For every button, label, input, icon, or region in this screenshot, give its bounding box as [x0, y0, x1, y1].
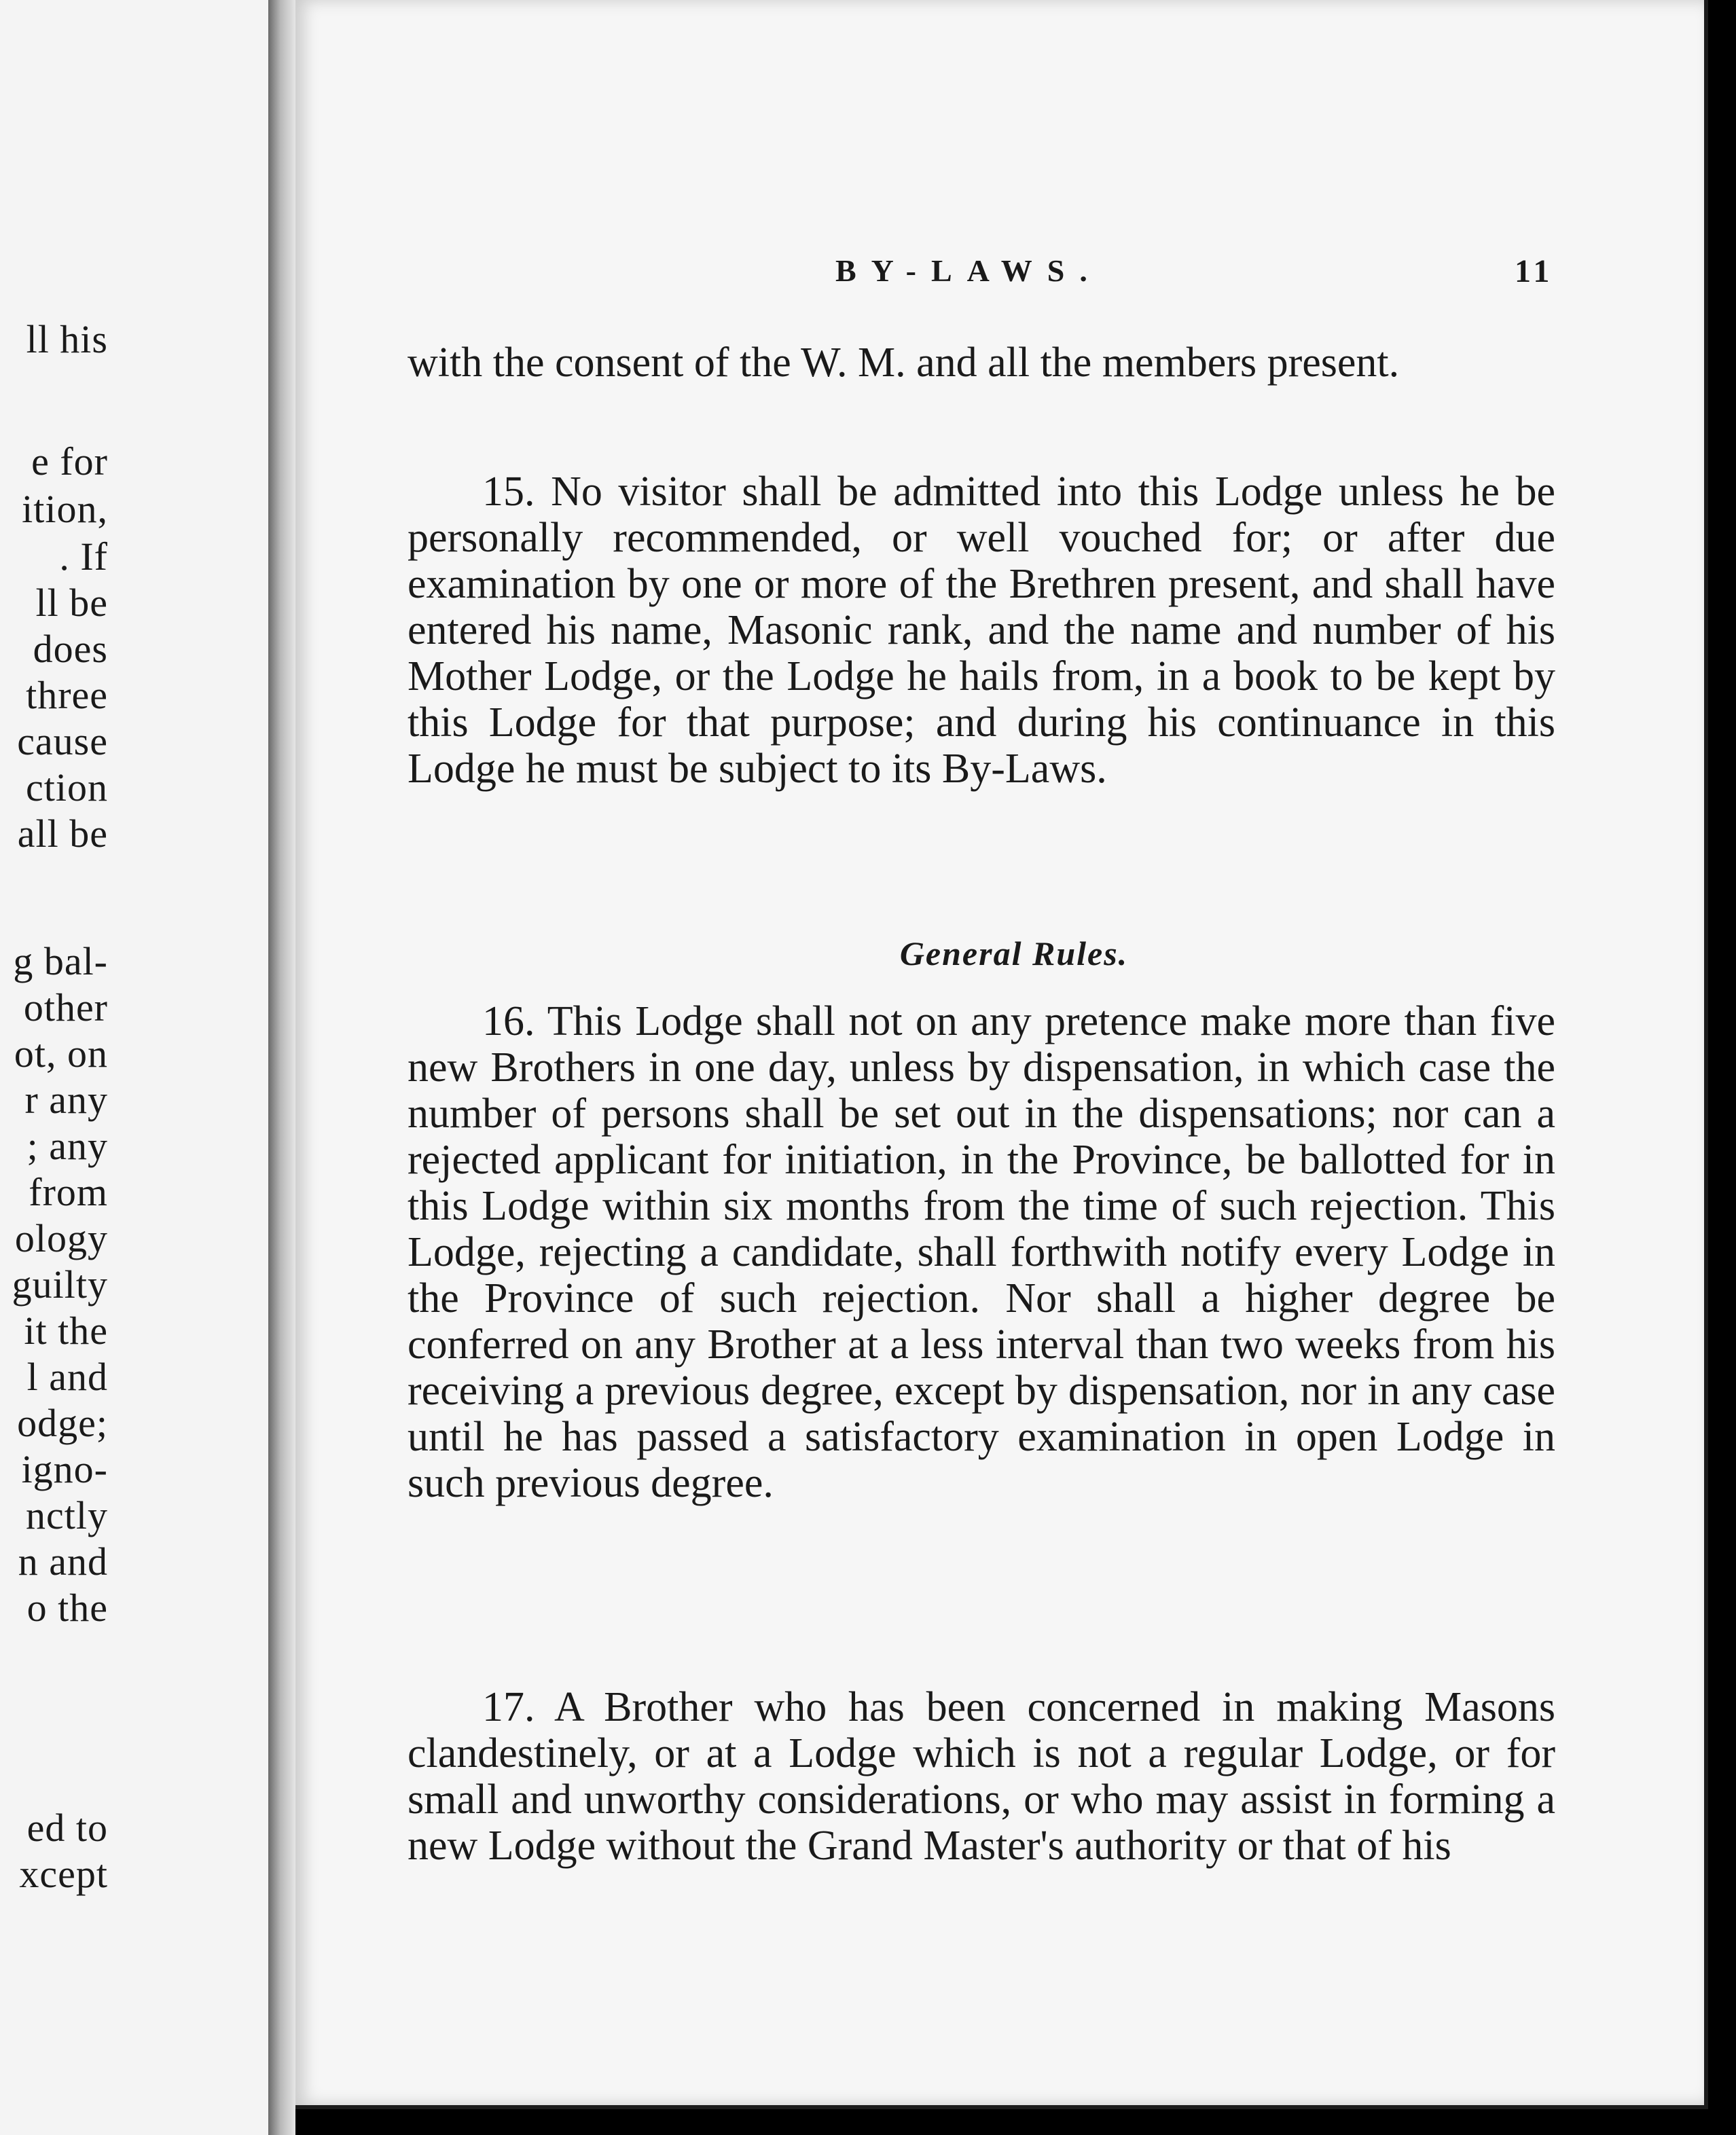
left-line: n and [18, 1539, 108, 1584]
running-head: BY-LAWS. [835, 253, 1102, 288]
continuation-paragraph [408, 340, 1555, 386]
left-line: xcept [19, 1852, 108, 1896]
section-15-text: 15. No visitor shall be admitted into this Lodge unless he be personally recommended, or well vouched for; or after due examination by one or more of the Brethren present, and shall have entered his name, Masonic rank, and the name and number of his Mother Lodge, or the Lodge he hails from, in a book to be kept by this Lodge for that purpose; and during his continuance in this Lodge he must be subject to its By-Laws. [408, 469, 1555, 792]
left-line: igno- [21, 1447, 108, 1491]
left-line: ll his [26, 317, 108, 361]
left-line: ot, on [14, 1032, 108, 1076]
left-line: . If [59, 534, 108, 579]
left-line: guilty [12, 1262, 108, 1307]
left-line: ; any [26, 1124, 108, 1168]
left-line: three [26, 673, 108, 717]
left-line: ed to [26, 1806, 108, 1850]
section-15 [408, 469, 1555, 792]
left-line: it the [24, 1309, 108, 1353]
left-line: r any [24, 1078, 108, 1122]
page-number: 11 [1515, 253, 1554, 289]
left-line: odge; [17, 1401, 108, 1445]
facing-page-left [0, 0, 270, 2135]
left-line: other [23, 985, 108, 1029]
left-line: e for [31, 439, 108, 483]
left-line: l and [26, 1355, 108, 1399]
section-heading: General Rules. [899, 934, 1129, 972]
continuation-text: with the consent of the W. M. and all the members present. [408, 340, 1400, 386]
left-line: all be [17, 811, 108, 856]
section-17 [408, 1684, 1555, 1869]
left-line: ll be [35, 581, 108, 625]
left-line: ction [26, 765, 108, 809]
left-line: ition, [22, 487, 108, 531]
left-line: does [33, 627, 108, 671]
left-line: cause [17, 719, 108, 763]
book-gutter [268, 0, 295, 2135]
left-line: ology [14, 1216, 108, 1260]
left-line: g bal- [13, 939, 108, 983]
left-line: o the [26, 1586, 108, 1630]
section-16-text: 16. This Lodge shall not on any pretence make more than five new Brothers in one day, unless by dispensation, in which case the number of persons shall be set out in the dispensations; nor can a rejected applicant for initiation, in the Province, be ballotted for in this Lodge within six months from the time of such rejection. This Lodge, rejecting a candidate, shall forthwith notify every Lodge in the Province of such rejection. Nor shall a higher degree be conferred on any Brother at a less interval than two weeks from his receiving a previous degree, except by dispensation, nor in any case until he has passed a satisfactory examination in open Lodge in such previous degree. [408, 998, 1555, 1506]
section-16 [408, 998, 1555, 1506]
left-line: nctly [26, 1493, 108, 1537]
section-17-text: 17. A Brother who has been concerned in making Masons clandestinely, or at a Lodge which is not a regular Lodge, or for small and unworthy considerations, or who may assist in forming a new Lodge without the Grand Master's authority or that of his [408, 1684, 1555, 1869]
left-line: from [29, 1170, 108, 1214]
